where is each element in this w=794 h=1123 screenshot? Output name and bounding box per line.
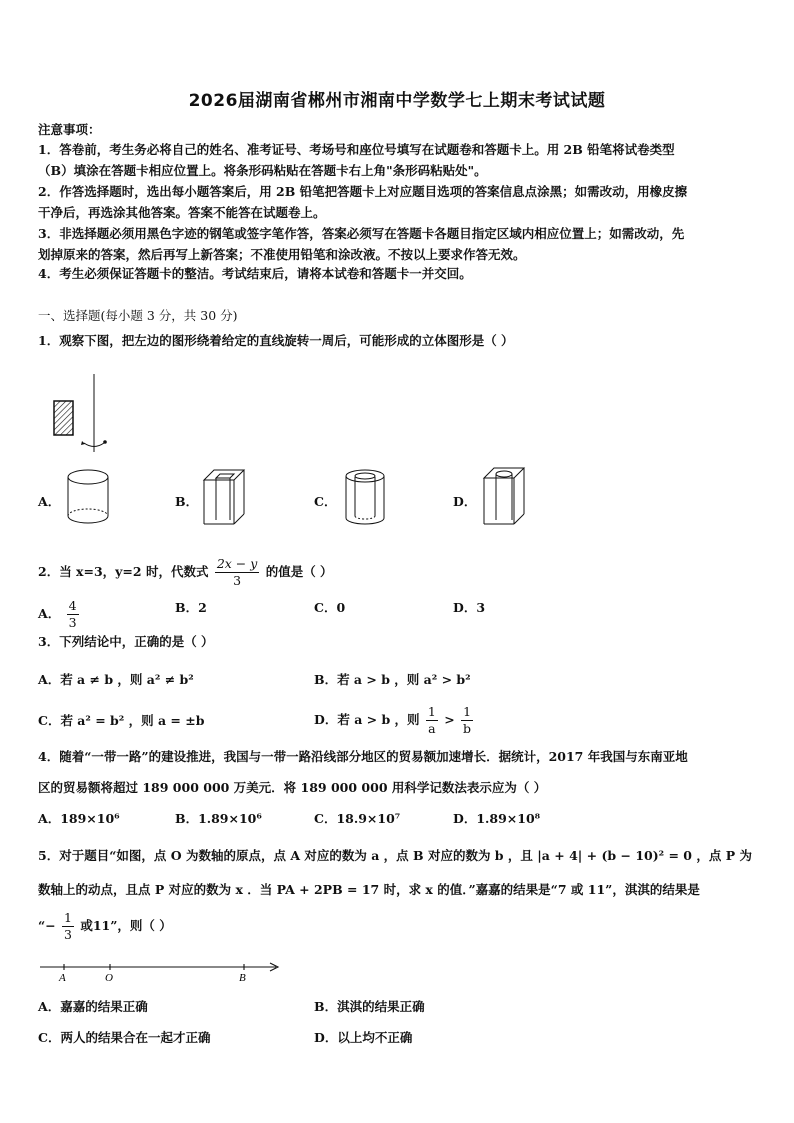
q3-greater-than: >: [444, 712, 455, 727]
q2-option-d: D．3: [453, 600, 486, 615]
q1-option-a-label: A．: [38, 494, 61, 509]
q2-fraction-denominator: 3: [233, 573, 242, 588]
notice-line: 2．作答选择题时，选出每小题答案后，用 2B 铅笔把答题卡上对应题目选项的答案信息点涂黑；如需改动，用橡皮擦: [38, 184, 688, 199]
hollow-cylinder-figure: [343, 468, 393, 530]
q2-option-b: B．2: [175, 600, 207, 615]
section-heading: 一、选择题(每小题 3 分，共 30 分): [38, 308, 238, 323]
q5-line3-prefix: “−: [38, 918, 56, 933]
question-5-line: 数轴上的动点，且点 P 对应的数为 x ．当 PA + 2PB = 17 时，求 x 的值．”嘉嘉的结果是“7 或 11”，淇淇的结果是: [38, 882, 700, 897]
notice-line: 划掉原来的答案，然后再写上新答案；不准使用铅笔和涂改液。不按以上要求作答无效。: [38, 247, 526, 262]
q3-option-a: A．若 a ≠ b ，则 a² ≠ b²: [38, 672, 194, 687]
q5-line3-suffix: 或11”，则（ ）: [80, 918, 172, 933]
q2-option-a-numerator: 4: [68, 598, 77, 613]
q4-option-b: B．1.89×10⁶: [175, 811, 262, 826]
prism-with-cylinder-hole-figure: [478, 466, 532, 530]
q1-option-b-label: B．: [175, 494, 199, 509]
q2-expression-fraction: [215, 556, 260, 589]
q3-fraction-2-numerator: 1: [463, 704, 472, 719]
question-1-stem: 1．观察下图，把左边的图形绕着给定的直线旋转一周后，可能形成的立体图形是（ ）: [38, 333, 514, 348]
q3-option-d-fraction-2: [461, 704, 473, 737]
q4-option-d: D．1.89×10⁸: [453, 811, 541, 826]
q2-option-a-label: A．: [38, 606, 61, 621]
rotation-figure: [40, 370, 120, 460]
question-4-line: 4．随着“一带一路”的建设推进，我国与一带一路沿线部分地区的贸易额加速增长．据统计，2017 年我国与东南亚地: [38, 749, 688, 764]
q1-option-c-label: C．: [314, 494, 337, 509]
q3-option-d-prefix: D．若 a > b ，则: [314, 712, 420, 727]
question-4-line: 区的贸易额将超过 189 000 000 万美元．将 189 000 000 用科学记数法表示应为（ ）: [38, 780, 547, 795]
q2-option-c: C．0: [314, 600, 346, 615]
q5-option-d: D．以上均不正确: [314, 1030, 413, 1045]
axis-label-a: A: [59, 972, 66, 984]
q3-option-b: B．若 a > b ，则 a² > b²: [314, 672, 471, 687]
notice-line: 3．非选择题必须用黑色字迹的钢笔或签字笔作答，答案必须写在答题卡各题目指定区域内相应位置上；如需改动，先: [38, 226, 685, 241]
number-line-figure: [38, 958, 288, 984]
notice-line: 4．考生必须保证答题卡的整洁。考试结束后，请将本试卷和答题卡一并交回。: [38, 266, 472, 281]
axis-label-o: O: [105, 972, 113, 984]
q3-fraction-1-numerator: 1: [427, 704, 436, 719]
q2-option-a-fraction: [67, 598, 79, 631]
notice-line: 1．答卷前，考生务必将自己的姓名、准考证号、考场号和座位号填写在试题卷和答题卡上。用 2B 铅笔将试卷类型: [38, 142, 675, 157]
question-2-stem: [38, 556, 333, 589]
question-3-stem: 3．下列结论中，正确的是（ ）: [38, 634, 214, 649]
q5-option-a: A．嘉嘉的结果正确: [38, 999, 148, 1014]
q2-fraction-numerator: 2x − y: [216, 556, 258, 571]
cylinder-figure: [66, 468, 116, 528]
q5-option-c: C．两人的结果合在一起才正确: [38, 1030, 211, 1045]
q5-option-b: B．淇淇的结果正确: [314, 999, 425, 1014]
notice-heading: 注意事项：: [38, 122, 101, 137]
notice-line: （B）填涂在答题卡相应位置上。将条形码粘贴在答题卡右上角"条形码粘贴处"。: [38, 163, 487, 178]
question-5-line: 5．对于题目“如图，点 O 为数轴的原点，点 A 对应的数为 a ，点 B 对应的数为 b ，且 |a + 4| + (b − 10)² = 0 ，点 P 为: [38, 848, 752, 863]
hollow-prism-figure: [200, 468, 250, 530]
q2-option-a-denominator: 3: [68, 615, 77, 630]
q3-fraction-1-denominator: a: [428, 721, 436, 736]
notice-line: 干净后，再选涂其他答案。答案不能答在试题卷上。: [38, 205, 326, 220]
q3-fraction-2-denominator: b: [463, 721, 472, 736]
axis-label-b: B: [239, 972, 246, 984]
q5-fraction-numerator: 1: [64, 910, 72, 925]
q3-option-d-fraction-1: [426, 704, 438, 737]
q2-option-a: [38, 598, 81, 631]
q5-fraction-denominator: 3: [64, 927, 72, 942]
q3-option-d: [314, 704, 475, 737]
q4-option-c: C．18.9×10⁷: [314, 811, 401, 826]
question-5-line-3: [38, 910, 172, 943]
page-title: 2026届湖南省郴州市湘南中学数学七上期末考试试题: [188, 91, 606, 111]
q3-option-c: C．若 a² = b² ，则 a = ±b: [38, 713, 205, 728]
q4-option-a: A．189×10⁶: [38, 811, 120, 826]
q5-fraction: [62, 910, 74, 943]
q2-stem-prefix: 2．当 x=3，y=2 时，代数式: [38, 564, 209, 579]
q1-option-d-label: D．: [453, 494, 477, 509]
q2-stem-suffix: 的值是（ ）: [265, 564, 333, 579]
